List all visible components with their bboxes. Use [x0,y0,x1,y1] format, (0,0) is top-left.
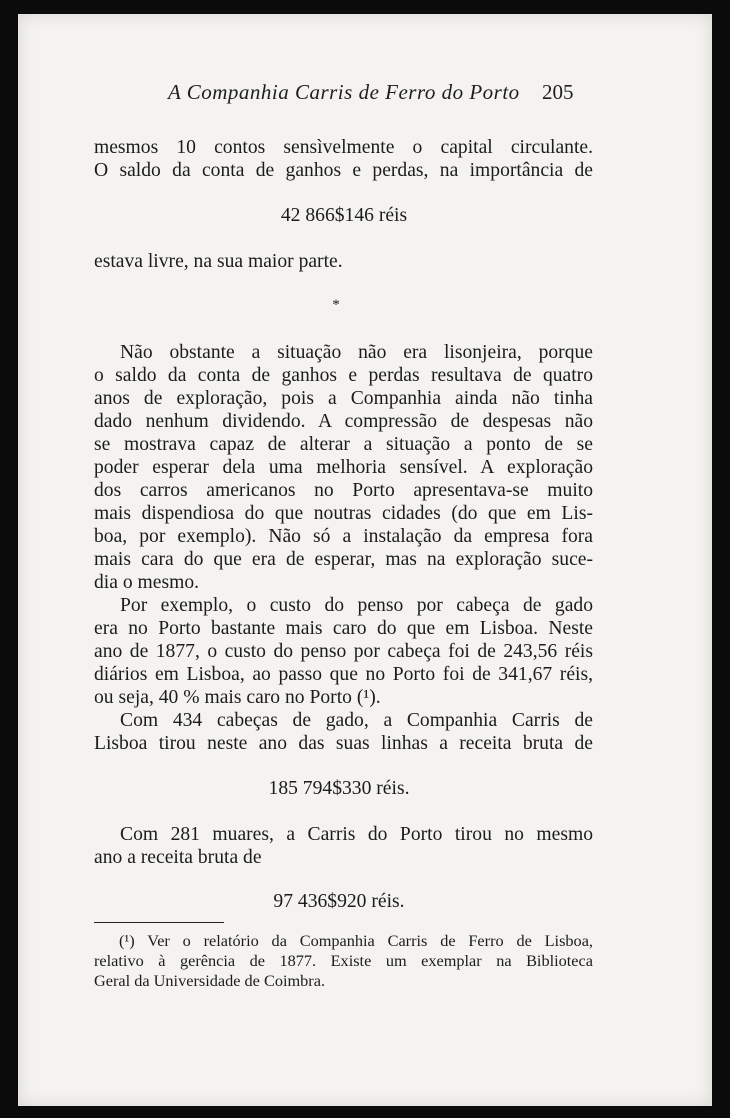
text-line: dia o mesmo. [94,572,200,593]
text-line: O saldo da conta de ganhos e perdas, na importância de [94,160,593,181]
footnote-rule [94,922,224,923]
running-title: A Companhia Carris de Ferro do Porto [168,80,520,104]
paragraph-first-line: Não obstante a situação não era lisonjeira, porque [120,342,593,363]
section-break-asterisk: * [332,297,340,313]
footnote-line: Geral da Universidade de Coimbra. [94,971,326,990]
text-line: mesmos 10 contos sensìvelmente o capital circulante. [94,137,593,158]
footnote-line: relativo à gerência de 1877. Existe um exemplar na Biblioteca [94,951,593,970]
text-line: boa, por exemplo). Não só a instalação da empresa fora [94,526,593,547]
amount-line: 185 794$330 réis. [268,778,410,799]
text-line: o saldo da conta de ganhos e perdas resultava de quatro [94,365,593,386]
text-line: poder esperar dela uma melhoria sensível. A exploração [94,457,593,478]
text-line: ou seja, 40 % mais caro no Porto (¹). [94,687,381,708]
footnote-line: (¹) Ver o relatório da Companhia Carris de Ferro de Lisboa, [119,931,593,950]
text-line: se mostrava capaz de alterar a situação a ponto de se [94,434,593,455]
text-line: diários em Lisboa, ao passo que no Porto foi de 341,67 réis, [94,664,593,685]
paragraph-first-line: Por exemplo, o custo do penso por cabeça de gado [120,595,593,616]
text-line: ano a receita bruta de [94,847,262,868]
text-line: estava livre, na sua maior parte. [94,251,343,272]
text-line: Lisboa tirou neste ano das suas linhas a receita bruta de [94,733,593,754]
page-number: 205 [542,80,574,104]
paragraph-first-line: Com 434 cabeças de gado, a Companhia Carris de [120,710,593,731]
text-line: mais cara do que era de esperar, mas na exploração suce- [94,549,593,570]
text-line: dos carros americanos no Porto apresentava-se muito [94,480,593,501]
book-page [18,14,712,1106]
text-line: anos de exploração, pois a Companhia ainda não tinha [94,388,593,409]
text-line: dado nenhum dividendo. A compressão de despesas não [94,411,593,432]
paragraph-first-line: Com 281 muares, a Carris do Porto tirou no mesmo [120,824,593,845]
text-line: mais dispendiosa do que noutras cidades (do que em Lis- [94,503,593,524]
text-line: era no Porto bastante mais caro do que em Lisboa. Neste [94,618,593,639]
amount-line: 42 866$146 réis [280,205,408,226]
text-line: ano de 1877, o custo do penso por cabeça foi de 243,56 réis [94,641,593,662]
amount-line: 97 436$920 réis. [273,891,405,912]
